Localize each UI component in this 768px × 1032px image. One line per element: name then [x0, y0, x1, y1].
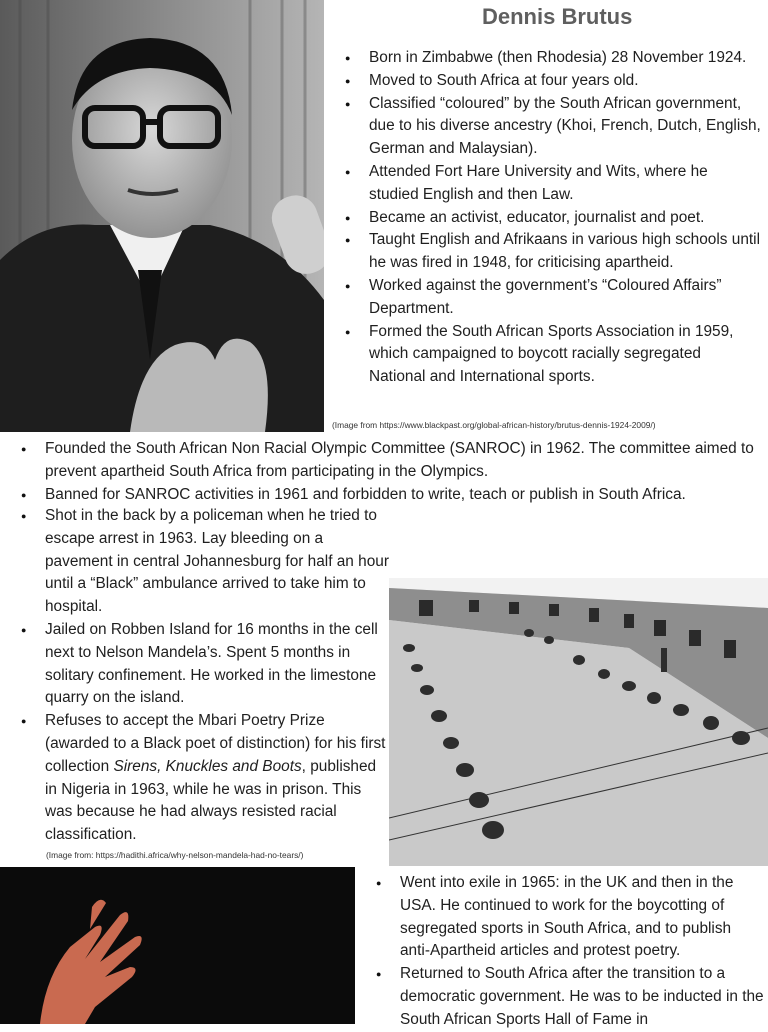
list-item: ● Founded the South African Non Racial Olympic Committee (SANROC) in 1962. The committee aimed to prevent apartheid South Africa from participating in the Olympics. [17, 438, 765, 484]
list-item: ● Attended Fort Hare University and Wits, where he studied English and then Law. [341, 161, 761, 207]
list-item: ● Formed the South African Sports Association in 1959, which campaigned to boycott racially segregated National and International sports. [341, 321, 761, 389]
book-title: Sirens, Knuckles and Boots [113, 757, 302, 775]
bio-list-sanroc [17, 438, 765, 506]
image-credit-caption: (Image from https://www.blackpast.org/global-african-history/brutus-dennis-1924-2009/) [332, 420, 656, 430]
page-title: Dennis Brutus [482, 4, 633, 29]
mbari-text-after: , published in Nigeria in 1963, while he was in prison. This was because he had always resisted racial classification. [45, 757, 377, 844]
list-item: ● Taught English and Afrikaans in various high schools until he was fired in 1948, for criticising apartheid. [341, 229, 761, 275]
bio-list-early-life [341, 47, 761, 389]
list-item: ● Returned to South Africa after the transition to a democratic government. He was to be inducted in the South African Sports Hall of Fame in [372, 963, 764, 1031]
dennis-brutus-photo [0, 0, 324, 432]
list-item: ● Moved to South Africa at four years old. [341, 70, 761, 93]
list-item: ● Jailed on Robben Island for 16 months in the cell next to Nelson Mandela’s. Spent 5 months in solitary confinement. He worked in the limestone quarry on the island. [17, 619, 389, 710]
list-item: ● Went into exile in 1965: in the UK and then in the USA. He continued to work for the boycotting of segregated sports in South Africa, and to publish anti-Apartheid articles and protest poetry. [372, 872, 764, 963]
list-item: ● Banned for SANROC activities in 1961 and forbidden to write, teach or publish in South Africa. [17, 484, 765, 507]
mbari-text-before: Refuses to accept the Mbari Poetry Prize (awarded to a Black poet of distinction) for his first collection [45, 712, 386, 775]
list-item: ● Shot in the back by a policeman when he tried to escape arrest in 1963. Lay bleeding on a pavement in central Johannesburg for half an hour until a “Black” ambulance arrived to take him to hospital. [17, 505, 389, 619]
bio-list-exile [372, 872, 764, 1032]
raised-hand-photo [0, 867, 355, 1024]
robben-island-photo [389, 578, 768, 866]
list-item [17, 710, 389, 847]
list-item: ● Became an activist, educator, journalist and poet. [341, 207, 761, 230]
bio-list-imprisonment [17, 505, 389, 847]
list-item: ● Classified “coloured” by the South African government, due to his diverse ancestry (Khoi, French, Dutch, English, German and Malaysian). [341, 93, 761, 161]
image-credit-caption: (Image from: https://hadithi.africa/why-nelson-mandela-had-no-tears/) [46, 850, 304, 860]
list-item: ● Worked against the government’s “Coloured Affairs” Department. [341, 275, 761, 321]
list-item: ● Born in Zimbabwe (then Rhodesia) 28 November 1924. [341, 47, 761, 70]
